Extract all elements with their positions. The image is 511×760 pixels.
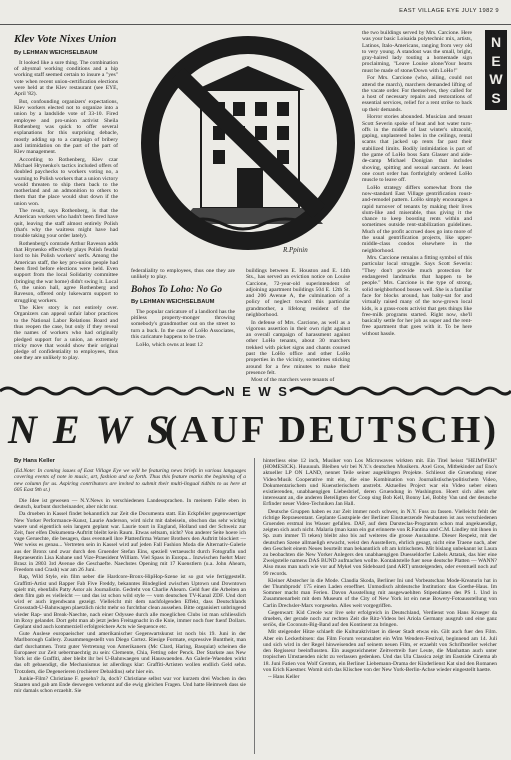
- paragraph: Junkie-Film? Christiane F. gesehn? Ja, doch? Christiane selbst war vor kurzem drei Wochen in den Staaten und gab am Ende deswegen verkennt auf die ewig gleichen Fragen. Und hatte Heimweh dass sie mir damals schon erzaehlt. Sie: [14, 675, 246, 695]
- paragraph: Kleiner Abstecher in die Mode. Claudia Skoda, Berliner Ini und Vorbeatschau Mode-Kreaturin hat in der Thumbprods' 175 einen Laden eroeffnet. Unmodisch altdeutsche Institution: das Goethe-Haus. Im Sommer macht man Ferien. Davon Ausstellung mit ausgewaehlten Stipendiaten des PS 1. Und in Zusammenarbeit mit dem Museum of the City of New York ist ein neue Bowery-Fotoausstellung von Carlin Drechsler-Marx vorgesehn. Alles weit vorgegriffen.: [263, 577, 497, 609]
- article-bohos-column-1: [131, 268, 235, 380]
- paragraph: According to Rothenberg, Klev czar Michael Hrynenko's tactics included offers of doubled paychecks to workers voting no, a warning to Polish workers that a union victory would threaten to ship them back to the motherland and an admonition to others to them that the place would shut down if the union won.: [14, 156, 118, 207]
- divider-title: N E W S: [225, 384, 289, 399]
- paragraph: In defense of Mrs. Carcione, as well as a vigorous assertion in their own right against an overall campaign of harassment against other LoHo tenants, about 30 marchers trekked with picket signs and chants coursed past the LoHo office and other LoHo properties in the vicinity, sometimes sticking around for a few minutes to make their presence felt.: [246, 319, 350, 376]
- byline-bohos: By LEHMAN WEICHSELBAUM: [131, 298, 215, 305]
- paragraph: Most of the marchers were tenants of: [251, 377, 335, 384]
- byline-keller: By Hans Keller: [14, 458, 55, 464]
- masthead: [0, 6, 511, 25]
- paragraph: Deutsche Gruppen haben es zur Zeit immer noch schwer, in N.Y. Fuss zu fassen. Vielleicht fehlt der richtige Repraesentant. Geplante Gastspiele der Berliner Einstuerzende Neubauten ist aus verschiedenen Gruenden erstmal ins Wasser gefallen. DAF, auf dem Darsteclas-Programm schon mal angekuendigt, zeigten sich auch nicht. Malaria (man kann ein gut erinnerte von R.Fantina und C.M. Lindley mit ihnen in Sp. zum immer Ti teken) bleibt also bis auf weiteres die grosse Ausnahme. Dieser Respekt, mit der deutschen Szene allmaeligh erwacht, weist den Ausstellern, ehrlich gesagt, nicht eine Traene nach, aber den Gescheit einem Neues beurteilt man bekanntlich oft am kritischsten. Mit bislang unbekannt ist Laura zu beobachten die New Yorker Anlegers den unabhaengigen Duesseldorfer Labels Attatak, das hier eine Zweigstelle namens DAS BUND aufmachen wollte. Kontaktstelle fuer neue deutsche Platten — WANN? Also muss man nach wie vor auf Mykel von Sideboard (and ART) umsteigenden, oder eventuell noch auf 99 records.: [263, 508, 497, 577]
- signoff: -- Hans Keller: [268, 673, 300, 680]
- section-tab-letter: W: [489, 71, 503, 88]
- paragraph: For Mrs. Carcione (who, ailing, could not attend the march), marchers demanded lifting of the vacate order. For themselves, they called for a host of necessary repairs and restorations of essential services, relief for a rent strike to back up their demands.: [362, 75, 472, 113]
- paragraph: The result, says Rothenberg, is that the American workers who hadn't been fired have quit, leaving the staff almost entirely Polish (that's why the waitress might have had trouble taking your order lately).: [14, 208, 118, 240]
- paragraph: Gegenwart: Kid Creole war live sehr erfolgreich in Deutschland, Verdienst von Hans Krueger da drueben, der gerade noch zur rechten Zeit die Ritz-Videos bei Ariola Germany ausgrub und eine ganz seriös, die Coconuts-Big-Band auf den Kontinent zu bringen.: [263, 609, 497, 629]
- article-bohos-column-3: [362, 30, 472, 380]
- section-tab-letter: S: [491, 89, 501, 106]
- paragraph: The popular caricature of a landlord has the pitiless property-monger throwing somebody's grandmother out on the street to turn a buck. In the case of LoHo Associates, this caricature happens to be true.: [131, 308, 235, 341]
- article-klev-column: [14, 34, 118, 378]
- paragraph: Mrs. Carcione remains a fitting symbol of this particular local struggle. Says Scott Severin: "They don't provide much protection for endangered landmarks that happen to be people." Mrs. Carcione is the type of strong, solid neighborhood bosses well. She is a familiar face for blocks around, has baby-sat for and virtually raised many of the now-grown local kids, is a grass-roots activist that gets things like free-milk programs started. Right now, she'll basically settle for her job as super and the rent-free apartment that goes with it. To be here without hassle.: [362, 255, 472, 337]
- paragraph: Gute Auslese europaeischer und amerikanischer Gegenwartskunst ist noch bis 19. Juni in der Marlborough Gallery. Zusammengestellt von Diego Cortez. Riesige Formate, expressive Bunttheit, man darf durchatmen. Trotz guter Vertretung von Amerikanern (Mc Clard, Haring, Basquiat) scheinen die Europaeer zur Zeit uebermaechtig zu sein: Clemente, Chia, Fetting oder Penck. Der Starkste aus New York ist die Graffiti, aber bleibt ihr bei U-Bahnwaegen und Hauswaenden. An Galerie-Waenden wirkt das oft gebaendigt, die Mechanismus ist allerdings klar: Graffiti-Artisten wollen endlich Geld sehn. Trotzdem, die Degenerieren (rochierer Debaldins) sehr hier ein.: [14, 631, 246, 675]
- paragraph: Die Idee ist gewesen — N.Y.News in verschiedenen Landessprachen. In meinem Falle eben in deutsch, kurbunt durcheinander, aber nicht nur.: [14, 498, 246, 511]
- paragraph: LoHo, which owns at least 12: [136, 341, 203, 348]
- paragraph: Rothenberg's comrade Arthur Raveson adds that Hrynenko effectively plays Polish feudal lord to his Polish workers' serfs. Among the American staff, the key pro-union people had been fired before elections were held. Even support from the local Solidarity committee (bringing the war home) didn't swing it. Local 6, the union hall, agree Rothenberg and Raveson, offered only lukewarm support to struggling workers.: [14, 240, 118, 304]
- illustration-signature: R.Ppinin: [283, 246, 308, 254]
- paragraph: Rap, Wild Style, ein film ueber die Hardcore-Bronx-HipHop-Szene ist so gut wie fertiggestellt. Graffitti-Artist und Rapper Fab Five Freddy, bekanntes Bindeglied zwischen Uptown und Downtown spielt mit, ebenfalls Patty Astor als Journalistin. Gedreht von Charlie Ahearn. Geld fuer die Arbeiten an dem film gab es vielleicht — und das ist schon wild style — vom deutschen TV-Kanal ZDF. Und dort wird er auch irgendwann gezeigt. Vielleicht mit dem nachfolgenden Effekt, dass Deutschlands Grossstadt-U-Bahnwagen plaetzlich nicht mehr so furchtbar clean aussehen. Bitte organisiert unbringend wieder Rap- und Break-Naechte, nach einer Odyssee durch alle moeglichen Clubs ist man schliesslich im Roxy gelandet. Dort geht man ab jetzt jeden Freitagnacht in die Knie, immer noch fuer fuenf Dollars. Geplant sind auch kommerziell erfolgreichere Acts wie Sequence etc.: [14, 574, 246, 631]
- headline-bohos: Bohos To Loho: No Go: [131, 284, 222, 295]
- masthead-text: EAST VILLAGE EYE JULY 1982 9: [399, 8, 499, 14]
- section-tab-letter: N: [490, 34, 502, 51]
- paragraph: But, confounding organizers' expectations, Klev workers elected not to organize into a union by a landslide vote of 33-10. Fired employee and pro-union activist Sheila Rothenberg was quick to offer several explanations for this surprising debacle, mostly adding up to a campaign of bribery and intimidation on the part of the part of Klev management.: [14, 98, 118, 156]
- paragraph: federaliality to employees, thus one they are unlikely to play.: [131, 268, 235, 281]
- paragraph: The Klev story is not entirely over. Organizers can appeal unfair labor practices to the National Labor Relations Board and thus reopen the case, but only if they reveal the names of workers who had originally pledged support for a union, an extremely tricky move that would show their original pledge of confidentiality to employees, thus one they are unlikely to play.: [14, 305, 118, 362]
- paragraph: Mit steigender Hitze schlaeft die Kulturaktivitaet in dieser Stadt etwas ein. Gilt auch fuer den Film. Aber ein Leckerbitsen: das Film Forum veranstaltet ein Wim Wenders-Festival, beginnend am 14. Juli und sich wird in der Regel hinweisenden auf seinem neuen Film, er erzaehlt von Schriftsteller welcher den Regisseur beeinflussten. Ein ausgezeichneter Zeitvertreib fuer Leute, die Manhattan auch unter tropischen Umstaenden nicht zu verlassen gedenken. Und das Ula Classica zeigt im Eastside Cinema ab 18. Juni Fatien von Wolf Gremm, ein Berliner Liebemann-Drama der Kinderlienst Kat sind den Romanen von Erich Kaestner. Womit sich das Klischee von der New York-Berlin-Achse wieder eingestellt haette.: [263, 629, 497, 673]
- paragraph: Da drueben in Kassel findet bekanntlich zur Zeit die Documenta statt. Ein Eckpfeiler gegenwaertiger New Yorker Performance-Kunst, Laurie Anderson, wird nicht mit dabeisein, obschon das sehr wichtig waere und eigentlich sein langem geplant war. Laurie tourt in England, Holland und der Schweiz zur Zeit, fuer elfen Dokumenta-Auftritt bleibt kein Raum. Etwas seltsam, nicht? Von anderer Seite hoere ich vage Geruechte, die besagen, dass eventuell ihre Plattenfirma Warner Brothers den Auftritt blockiert — Wer weiss es genau... Vertreten sein in Kassel wird auf jeden Fall Fashion Moda die Alternativ-Galerie aus der Bronx und zwar durch den Gruender Stefan Eins, speziell vertaeuscht durch Fotografin und Repraesentin Lisa Kahane und Vize-Praesident William. Viel Spass in Europa... Inzwischen fuehrt Marc Brasz in 2803 3rd Avenue die Geschaefte. Naechstes Opening mit 17 Kuenstlern (u.a. John Ahearn, Freedom und Crash) war am 26 Juni.: [14, 511, 246, 574]
- auf-deutsch-title: (AUF DEUTSCH): [164, 409, 499, 451]
- paragraph: LoHo strategy differs somewhat from the now-standard East Village gentrification roust-and-remodel pattern. LoHo simply encourages a rapid turnover of tenants by making their lives slum-like and miserable, thus giving it the chance to keep boosting rents within and sometimes outside rent-stabilization guidelines. Much of the profit accrued does go into more of the usual gentrification projects, like upper-middle-class condos elsewhere in the neighborhood.: [362, 184, 472, 254]
- paragraph: Horror stories abounded. Musician and tenant Scott Severin spoke of heat and hot water turn-offs in the middle of last winter's ultracold, gaping, unplastered holes in the ceilings, rental scams that jacked up rents far past their stabilized limits. Bodily intimidation is part of the game of LoHo boss Sam Glasser and aide-de-camp Michael Donigian that includes shoving, spitting and sexual sarcasm. At least one court order has forthrightly ordered LoHo muscle to leave off.: [362, 114, 472, 184]
- illustration-no-building: [133, 28, 363, 258]
- section-tab-news: [485, 30, 507, 110]
- byline-klev: By LEHMAN WEICHSELBAUM: [14, 49, 98, 56]
- paragraph: the two buildings served by Mrs. Carcione. Here was your basic Loisaida polytechnic mix, artists, Latinos, Italo-Americans, ranging from very old to very young. A standout was the small, bright, gray-haired lady touting a homemade sign proclaiming, "Leave Louise alone/Your hearts must be made of stone/Down with LoHo!": [362, 30, 472, 74]
- paragraph: buildings between E. Houston and E. 14th Sts., has served an eviction notice on Louise Carcione, 72-year-old superintendent of adjoining apartment buildings 504 E. 12th St. and 206 Avenue A, the culmination of a policy of neglect toward this particular grandmother, a lifelong resident of the neighborhood.: [246, 268, 350, 319]
- section-divider: [0, 381, 511, 403]
- news-title: NEWS: [8, 407, 186, 452]
- column-rule: [254, 458, 255, 754]
- section-tab-letter: E: [491, 52, 501, 69]
- paragraph: It looked like a sure thing. The combination of abysmal working conditions and a hip working staff seemed certain to insure a "yes" vote when recent union-certification elections were held at the Klev restaurant (see EYE, April '82).: [14, 59, 118, 98]
- german-news-column-right: [263, 458, 497, 756]
- editor-note: (Ed.Note: In coming issues of East Village Eye we will be featuring news briefs in various languages covering events of note in music, art, fashion and so forth. Thus this feature marks the beginning of a new column for us. Aspiring contributors are invited to submit their multi-lingual tidbits to us here at 605 East 9th st.): [14, 468, 246, 493]
- article-bohos-column-2: [246, 268, 350, 384]
- german-news-column-left: [14, 458, 246, 756]
- headline-klev: Klev Vote Nixes Union: [14, 33, 117, 45]
- paragraph: hinterliess eine 12 inch, Musiker von Los Microwaves wirkten mit. Ein Titel heisst "HEIMWEH" (HOMESICK). Huuuuuh. Bleiben wir bei N.Y.'s deutschen Musikern. Axel Gros, Mitbekinder auf Eno's aktueller LP ON LAND, nennet Teile seiner augeklingen Projekte. Schliesst die Gruendung einer Video/Musik Cooperative mit ein, die eine Kombination von Journalistische/politischem Video, Dokumentarischem und Kuenstlerischem anstrebt. Aktuelles Project war ein Video ueber einen existierenden, unabhaengigen Liebesbrief, deren Gruendung in Washington. Hoert sich alles sehr interessant an, die anderen Beteiligten der Coop sing Bob Kell, Bonny Lei, Bobby Van und der deutsche Erfinder neuer Video-Techniken Jan Hall.: [263, 458, 497, 508]
